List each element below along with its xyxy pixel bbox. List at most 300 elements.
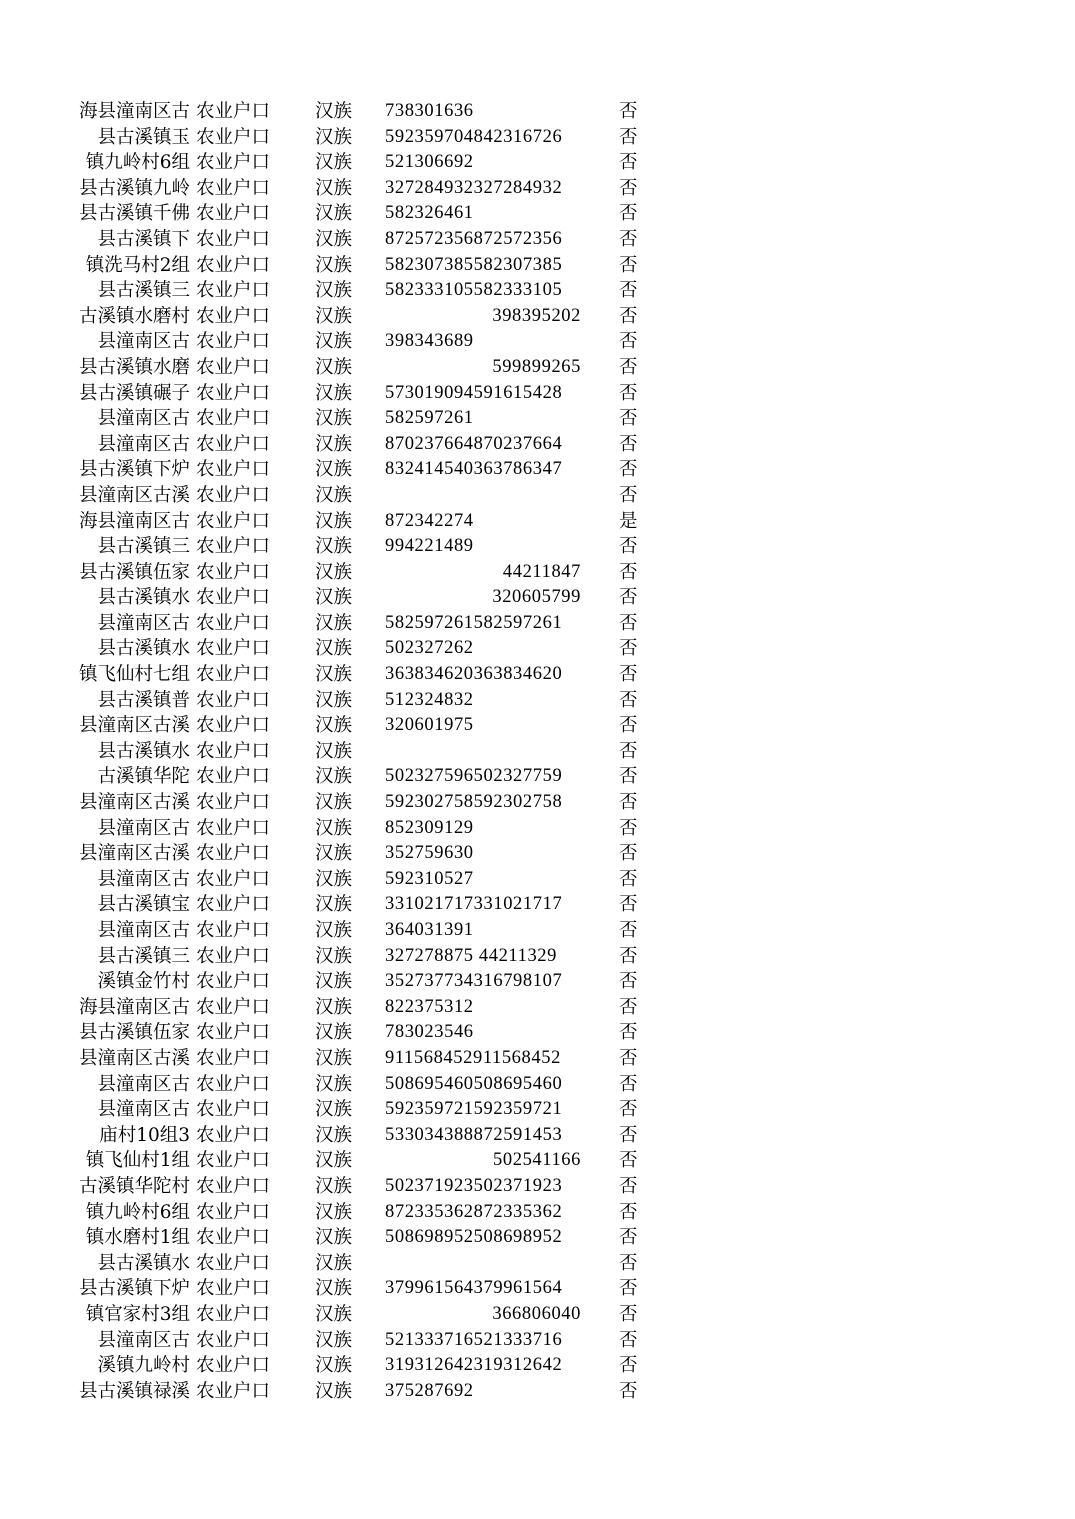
address-cell bbox=[0, 304, 190, 330]
ethnicity-cell: 汉族 bbox=[315, 433, 353, 455]
ethnicity-cell: 汉族 bbox=[315, 638, 353, 660]
table-row bbox=[0, 636, 1075, 662]
yes-no-flag-cell: 否 bbox=[619, 484, 638, 506]
address-text: 县古溪镇碾子 bbox=[78, 382, 190, 404]
yes-no-flag-cell: 否 bbox=[619, 152, 638, 174]
hukou-type-cell: 农业户口 bbox=[196, 1252, 271, 1274]
hukou-type-cell: 农业户口 bbox=[196, 868, 271, 890]
yes-no-flag-cell: 否 bbox=[619, 894, 638, 916]
address-text: 镇九岭村6组 bbox=[85, 1201, 190, 1223]
hukou-type-cell: 农业户口 bbox=[196, 843, 271, 865]
yes-no-flag-cell: 否 bbox=[619, 792, 638, 814]
address-text: 县潼南区古 bbox=[97, 817, 190, 839]
ethnicity-cell: 汉族 bbox=[315, 587, 353, 609]
address-text: 县潼南区古溪 bbox=[78, 715, 190, 737]
yes-no-flag-cell: 否 bbox=[619, 664, 638, 686]
phone-number-cell: 319312642319312642 bbox=[385, 1355, 563, 1376]
table-row bbox=[0, 816, 1075, 842]
address-text: 古溪镇水磨村 bbox=[78, 305, 190, 327]
hukou-type-cell: 农业户口 bbox=[196, 382, 271, 404]
phone-number-cell: 592359704842316726 bbox=[385, 126, 563, 147]
address-text: 县潼南区古 bbox=[97, 408, 190, 430]
address-cell bbox=[0, 1148, 190, 1174]
address-text: 县古溪镇水 bbox=[97, 740, 190, 762]
hukou-type-cell: 农业户口 bbox=[196, 766, 271, 788]
address-cell bbox=[0, 432, 190, 458]
address-text: 县古溪镇伍家 bbox=[78, 1022, 190, 1044]
hukou-type-cell: 农业户口 bbox=[196, 1099, 271, 1121]
address-text: 县古溪镇玉 bbox=[97, 126, 190, 148]
address-cell bbox=[0, 201, 190, 227]
address-cell bbox=[0, 892, 190, 918]
table-row bbox=[0, 944, 1075, 970]
yes-no-flag-cell: 否 bbox=[619, 689, 638, 711]
ethnicity-cell: 汉族 bbox=[315, 715, 353, 737]
yes-no-flag-cell: 否 bbox=[619, 408, 638, 430]
ethnicity-cell: 汉族 bbox=[315, 561, 353, 583]
table-row bbox=[0, 176, 1075, 202]
phone-number-cell: 512324832 bbox=[385, 689, 474, 710]
hukou-type-cell: 农业户口 bbox=[196, 1175, 271, 1197]
table-row bbox=[0, 739, 1075, 765]
phone-number-cell: 398395202 bbox=[492, 305, 581, 326]
ethnicity-cell: 汉族 bbox=[315, 228, 353, 250]
table-row bbox=[0, 99, 1075, 125]
address-cell bbox=[0, 969, 190, 995]
hukou-type-cell: 农业户口 bbox=[196, 638, 271, 660]
ethnicity-cell: 汉族 bbox=[315, 1355, 353, 1377]
ethnicity-cell: 汉族 bbox=[315, 920, 353, 941]
yes-no-flag-cell: 否 bbox=[619, 587, 638, 609]
table-row bbox=[0, 509, 1075, 535]
hukou-type-cell: 农业户口 bbox=[196, 1329, 271, 1351]
table-row bbox=[0, 253, 1075, 279]
ethnicity-cell: 汉族 bbox=[315, 152, 353, 174]
address-cell bbox=[0, 1302, 190, 1328]
address-cell bbox=[0, 867, 190, 893]
hukou-type-cell: 农业户口 bbox=[196, 587, 271, 609]
address-cell bbox=[0, 125, 190, 151]
phone-number-cell: 822375312 bbox=[385, 996, 474, 1017]
phone-number-cell: 327284932327284932 bbox=[385, 177, 563, 198]
table-row bbox=[0, 764, 1075, 790]
table-row bbox=[0, 611, 1075, 637]
phone-number-cell: 352737734316798107 bbox=[385, 971, 563, 992]
hukou-type-cell: 农业户口 bbox=[196, 1073, 271, 1095]
yes-no-flag-cell: 否 bbox=[619, 1278, 638, 1300]
address-text: 庙村10组3 bbox=[99, 1124, 190, 1146]
address-cell bbox=[0, 1353, 190, 1379]
address-cell bbox=[0, 406, 190, 432]
ethnicity-cell: 汉族 bbox=[315, 996, 353, 1018]
ethnicity-cell: 汉族 bbox=[315, 1329, 353, 1351]
table-row bbox=[0, 534, 1075, 560]
address-cell bbox=[0, 99, 190, 125]
yes-no-flag-cell: 否 bbox=[619, 1022, 638, 1044]
phone-number-cell: 573019094591615428 bbox=[385, 382, 563, 403]
table-row bbox=[0, 1251, 1075, 1277]
hukou-type-cell: 农业户口 bbox=[196, 945, 271, 967]
yes-no-flag-cell: 否 bbox=[619, 331, 638, 353]
yes-no-flag-cell: 否 bbox=[619, 536, 638, 558]
ethnicity-cell: 汉族 bbox=[315, 894, 353, 916]
table-row bbox=[0, 560, 1075, 586]
address-cell bbox=[0, 457, 190, 483]
hukou-type-cell: 农业户口 bbox=[196, 254, 271, 276]
phone-number-cell: 379961564379961564 bbox=[385, 1278, 563, 1299]
phone-number-cell: 870237664870237664 bbox=[385, 433, 563, 454]
yes-no-flag-cell: 否 bbox=[619, 177, 638, 199]
address-text: 古溪镇华陀 bbox=[97, 766, 190, 788]
address-cell bbox=[0, 790, 190, 816]
address-cell bbox=[0, 816, 190, 842]
table-row bbox=[0, 355, 1075, 381]
yes-no-flag-cell: 是 bbox=[619, 510, 638, 532]
yes-no-flag-cell: 否 bbox=[619, 1303, 638, 1325]
table-row bbox=[0, 688, 1075, 714]
table-row bbox=[0, 969, 1075, 995]
phone-number-cell: 364031391 bbox=[385, 920, 474, 940]
address-text: 溪镇九岭村 bbox=[97, 1355, 190, 1377]
table-row bbox=[0, 432, 1075, 458]
hukou-type-cell: 农业户口 bbox=[196, 664, 271, 686]
yes-no-flag-cell: 否 bbox=[619, 1227, 638, 1249]
table-row bbox=[0, 1148, 1075, 1174]
hukou-type-cell: 农业户口 bbox=[196, 1303, 271, 1325]
yes-no-flag-cell: 否 bbox=[619, 1329, 638, 1351]
hukou-type-cell: 农业户口 bbox=[196, 1227, 271, 1249]
phone-number-cell: 592310527 bbox=[385, 868, 474, 889]
phone-number-cell: 502327262 bbox=[385, 638, 474, 659]
address-text: 县潼南区古溪 bbox=[78, 792, 190, 814]
phone-number-cell bbox=[385, 483, 581, 509]
address-cell bbox=[0, 150, 190, 176]
yes-no-flag-cell: 否 bbox=[619, 868, 638, 890]
table-row bbox=[0, 585, 1075, 611]
table-row bbox=[0, 1200, 1075, 1226]
address-text: 县古溪镇水 bbox=[97, 587, 190, 609]
hukou-type-cell: 农业户口 bbox=[196, 152, 271, 174]
table-row bbox=[0, 662, 1075, 688]
hukou-type-cell: 农业户口 bbox=[196, 305, 271, 327]
yes-no-flag-cell: 否 bbox=[619, 254, 638, 276]
yes-no-flag-cell: 否 bbox=[619, 740, 638, 762]
address-text: 镇飞仙村七组 bbox=[78, 664, 190, 686]
address-cell bbox=[0, 227, 190, 253]
address-cell bbox=[0, 739, 190, 765]
hukou-type-cell: 农业户口 bbox=[196, 817, 271, 839]
address-cell bbox=[0, 995, 190, 1021]
phone-number-cell: 738301636 bbox=[385, 101, 474, 121]
yes-no-flag-cell: 否 bbox=[619, 945, 638, 967]
hukou-type-cell: 农业户口 bbox=[196, 715, 271, 737]
table-row bbox=[0, 892, 1075, 918]
ethnicity-cell: 汉族 bbox=[315, 254, 353, 276]
yes-no-flag-cell: 否 bbox=[619, 459, 638, 481]
hukou-type-cell: 农业户口 bbox=[196, 894, 271, 916]
hukou-type-cell: 农业户口 bbox=[196, 280, 271, 302]
hukou-type-cell: 农业户口 bbox=[196, 612, 271, 634]
ethnicity-cell: 汉族 bbox=[315, 612, 353, 634]
yes-no-flag-cell: 否 bbox=[619, 1355, 638, 1377]
phone-number-cell: 582326461 bbox=[385, 203, 474, 224]
yes-no-flag-cell: 否 bbox=[619, 843, 638, 865]
address-cell bbox=[0, 662, 190, 688]
phone-number-cell: 872342274 bbox=[385, 510, 474, 531]
ethnicity-cell: 汉族 bbox=[315, 1073, 353, 1095]
yes-no-flag-cell: 否 bbox=[619, 1124, 638, 1146]
phone-number-cell: 592302758592302758 bbox=[385, 792, 563, 813]
spreadsheet-table bbox=[0, 99, 1075, 1404]
ethnicity-cell: 汉族 bbox=[315, 817, 353, 839]
table-row bbox=[0, 1225, 1075, 1251]
table-row bbox=[0, 329, 1075, 355]
phone-number-cell: 521306692 bbox=[385, 152, 474, 173]
address-text: 海县潼南区古 bbox=[78, 996, 190, 1018]
ethnicity-cell: 汉族 bbox=[315, 1252, 353, 1274]
address-cell bbox=[0, 1174, 190, 1200]
address-cell bbox=[0, 509, 190, 535]
table-row bbox=[0, 790, 1075, 816]
ethnicity-cell: 汉族 bbox=[315, 945, 353, 967]
ethnicity-cell: 汉族 bbox=[315, 484, 353, 506]
address-cell bbox=[0, 534, 190, 560]
ethnicity-cell: 汉族 bbox=[315, 1278, 353, 1300]
ethnicity-cell: 汉族 bbox=[315, 510, 353, 532]
hukou-type-cell: 农业户口 bbox=[196, 1022, 271, 1044]
yes-no-flag-cell: 否 bbox=[619, 280, 638, 302]
yes-no-flag-cell: 否 bbox=[619, 203, 638, 225]
hukou-type-cell: 农业户口 bbox=[196, 1124, 271, 1146]
hukou-type-cell: 农业户口 bbox=[196, 996, 271, 1018]
hukou-type-cell: 农业户口 bbox=[196, 920, 271, 941]
ethnicity-cell: 汉族 bbox=[315, 459, 353, 481]
hukou-type-cell: 农业户口 bbox=[196, 689, 271, 711]
address-text: 县潼南区古 bbox=[97, 612, 190, 634]
hukou-type-cell: 农业户口 bbox=[196, 1380, 271, 1402]
table-row bbox=[0, 406, 1075, 432]
hukou-type-cell: 农业户口 bbox=[196, 1201, 271, 1223]
phone-number-cell: 502327596502327759 bbox=[385, 766, 563, 787]
ethnicity-cell: 汉族 bbox=[315, 1047, 353, 1069]
phone-number-cell: 502371923502371923 bbox=[385, 1175, 563, 1196]
ethnicity-cell: 汉族 bbox=[315, 740, 353, 762]
address-cell bbox=[0, 944, 190, 970]
address-text: 县古溪镇水 bbox=[97, 1252, 190, 1274]
table-row bbox=[0, 995, 1075, 1021]
address-text: 县古溪镇九岭 bbox=[78, 177, 190, 199]
phone-number-cell: 582333105582333105 bbox=[385, 280, 563, 301]
address-text: 县古溪镇普 bbox=[97, 689, 190, 711]
phone-number-cell: 331021717331021717 bbox=[385, 894, 563, 915]
phone-number-cell: 582597261 bbox=[385, 408, 474, 429]
phone-number-cell: 533034388872591453 bbox=[385, 1124, 563, 1145]
yes-no-flag-cell: 否 bbox=[619, 1380, 638, 1402]
address-text: 县潼南区古 bbox=[97, 1099, 190, 1121]
ethnicity-cell: 汉族 bbox=[315, 868, 353, 890]
yes-no-flag-cell: 否 bbox=[619, 612, 638, 634]
ethnicity-cell: 汉族 bbox=[315, 1303, 353, 1325]
hukou-type-cell: 农业户口 bbox=[196, 331, 271, 353]
address-text: 县潼南区古 bbox=[97, 920, 190, 941]
table-row bbox=[0, 1379, 1075, 1405]
phone-number-cell: 832414540363786347 bbox=[385, 459, 563, 480]
phone-number-cell bbox=[385, 739, 581, 765]
ethnicity-cell: 汉族 bbox=[315, 536, 353, 558]
address-cell bbox=[0, 1200, 190, 1226]
ethnicity-cell: 汉族 bbox=[315, 1150, 353, 1172]
phone-number-cell: 582597261582597261 bbox=[385, 612, 563, 633]
address-cell bbox=[0, 1123, 190, 1149]
yes-no-flag-cell: 否 bbox=[619, 1252, 638, 1274]
table-row bbox=[0, 150, 1075, 176]
phone-number-cell: 44211847 bbox=[502, 561, 581, 582]
phone-number-cell: 582307385582307385 bbox=[385, 254, 563, 275]
phone-number-cell: 872335362872335362 bbox=[385, 1201, 563, 1222]
address-cell bbox=[0, 560, 190, 586]
address-cell bbox=[0, 176, 190, 202]
ethnicity-cell: 汉族 bbox=[315, 1175, 353, 1197]
hukou-type-cell: 农业户口 bbox=[196, 433, 271, 455]
ethnicity-cell: 汉族 bbox=[315, 1380, 353, 1402]
hukou-type-cell: 农业户口 bbox=[196, 1278, 271, 1300]
hukou-type-cell: 农业户口 bbox=[196, 792, 271, 814]
address-cell bbox=[0, 636, 190, 662]
address-text: 县古溪镇下 bbox=[97, 228, 190, 250]
yes-no-flag-cell: 否 bbox=[619, 817, 638, 839]
ethnicity-cell: 汉族 bbox=[315, 792, 353, 814]
yes-no-flag-cell: 否 bbox=[619, 1047, 638, 1069]
phone-number-cell: 508695460508695460 bbox=[385, 1073, 563, 1094]
yes-no-flag-cell: 否 bbox=[619, 126, 638, 148]
address-text: 溪镇金竹村 bbox=[97, 971, 190, 993]
phone-number-cell: 592359721592359721 bbox=[385, 1099, 563, 1120]
address-cell bbox=[0, 688, 190, 714]
ethnicity-cell: 汉族 bbox=[315, 766, 353, 788]
address-cell bbox=[0, 1379, 190, 1405]
phone-number-cell: 599899265 bbox=[492, 356, 581, 377]
address-cell bbox=[0, 1046, 190, 1072]
ethnicity-cell: 汉族 bbox=[315, 843, 353, 865]
address-text: 县古溪镇禄溪 bbox=[78, 1380, 190, 1402]
hukou-type-cell: 农业户口 bbox=[196, 536, 271, 558]
table-row bbox=[0, 304, 1075, 330]
hukou-type-cell: 农业户口 bbox=[196, 484, 271, 506]
table-row bbox=[0, 1072, 1075, 1098]
address-text: 县潼南区古 bbox=[97, 1329, 190, 1351]
table-row bbox=[0, 227, 1075, 253]
address-text: 县潼南区古 bbox=[97, 331, 190, 353]
address-text: 镇九岭村6组 bbox=[85, 152, 190, 174]
table-row bbox=[0, 841, 1075, 867]
address-text: 县潼南区古溪 bbox=[78, 843, 190, 865]
ethnicity-cell: 汉族 bbox=[315, 101, 353, 122]
table-row bbox=[0, 1302, 1075, 1328]
hukou-type-cell: 农业户口 bbox=[196, 126, 271, 148]
yes-no-flag-cell: 否 bbox=[619, 920, 638, 941]
yes-no-flag-cell: 否 bbox=[619, 433, 638, 455]
table-row bbox=[0, 867, 1075, 893]
table-row bbox=[0, 918, 1075, 944]
table-row bbox=[0, 201, 1075, 227]
address-cell bbox=[0, 329, 190, 355]
yes-no-flag-cell: 否 bbox=[619, 1073, 638, 1095]
address-text: 县古溪镇三 bbox=[97, 945, 190, 967]
phone-number-cell: 320601975 bbox=[385, 715, 474, 736]
phone-number-cell: 994221489 bbox=[385, 536, 474, 557]
phone-number-cell: 872572356872572356 bbox=[385, 228, 563, 249]
ethnicity-cell: 汉族 bbox=[315, 1022, 353, 1044]
address-text: 县古溪镇三 bbox=[97, 536, 190, 558]
table-row bbox=[0, 1353, 1075, 1379]
address-text: 县潼南区古 bbox=[97, 868, 190, 890]
address-cell bbox=[0, 713, 190, 739]
address-cell bbox=[0, 381, 190, 407]
yes-no-flag-cell: 否 bbox=[619, 1099, 638, 1121]
hukou-type-cell: 农业户口 bbox=[196, 459, 271, 481]
ethnicity-cell: 汉族 bbox=[315, 331, 353, 353]
address-cell bbox=[0, 1072, 190, 1098]
address-cell bbox=[0, 764, 190, 790]
ethnicity-cell: 汉族 bbox=[315, 280, 353, 302]
ethnicity-cell: 汉族 bbox=[315, 177, 353, 199]
yes-no-flag-cell: 否 bbox=[619, 1150, 638, 1172]
table-row bbox=[0, 1174, 1075, 1200]
address-cell bbox=[0, 918, 190, 944]
phone-number-cell bbox=[385, 1251, 581, 1277]
yes-no-flag-cell: 否 bbox=[619, 228, 638, 250]
hukou-type-cell: 农业户口 bbox=[196, 203, 271, 225]
hukou-type-cell: 农业户口 bbox=[196, 1047, 271, 1069]
table-row bbox=[0, 381, 1075, 407]
address-text: 县古溪镇下炉 bbox=[78, 1278, 190, 1300]
hukou-type-cell: 农业户口 bbox=[196, 1150, 271, 1172]
address-text: 镇水磨村1组 bbox=[85, 1227, 190, 1249]
table-row bbox=[0, 1276, 1075, 1302]
ethnicity-cell: 汉族 bbox=[315, 305, 353, 327]
table-row bbox=[0, 278, 1075, 304]
ethnicity-cell: 汉族 bbox=[315, 203, 353, 225]
table-row bbox=[0, 1020, 1075, 1046]
address-cell bbox=[0, 278, 190, 304]
address-cell bbox=[0, 1276, 190, 1302]
yes-no-flag-cell: 否 bbox=[619, 1175, 638, 1197]
address-text: 海县潼南区古 bbox=[78, 101, 190, 122]
ethnicity-cell: 汉族 bbox=[315, 664, 353, 686]
address-text: 县古溪镇伍家 bbox=[78, 561, 190, 583]
hukou-type-cell: 农业户口 bbox=[196, 561, 271, 583]
address-text: 县古溪镇水 bbox=[97, 638, 190, 660]
address-text: 镇飞仙村1组 bbox=[85, 1150, 190, 1172]
address-text: 县潼南区古 bbox=[97, 433, 190, 455]
address-cell bbox=[0, 1251, 190, 1277]
yes-no-flag-cell: 否 bbox=[619, 996, 638, 1018]
ethnicity-cell: 汉族 bbox=[315, 689, 353, 711]
phone-number-cell: 363834620363834620 bbox=[385, 664, 563, 685]
address-text: 古溪镇华陀村 bbox=[78, 1175, 190, 1197]
table-row bbox=[0, 1046, 1075, 1072]
hukou-type-cell: 农业户口 bbox=[196, 177, 271, 199]
ethnicity-cell: 汉族 bbox=[315, 1201, 353, 1223]
address-cell bbox=[0, 253, 190, 279]
address-text: 县古溪镇宝 bbox=[97, 894, 190, 916]
hukou-type-cell: 农业户口 bbox=[196, 510, 271, 532]
ethnicity-cell: 汉族 bbox=[315, 1227, 353, 1249]
ethnicity-cell: 汉族 bbox=[315, 408, 353, 430]
address-cell bbox=[0, 585, 190, 611]
hukou-type-cell: 农业户口 bbox=[196, 1355, 271, 1377]
hukou-type-cell: 农业户口 bbox=[196, 971, 271, 993]
